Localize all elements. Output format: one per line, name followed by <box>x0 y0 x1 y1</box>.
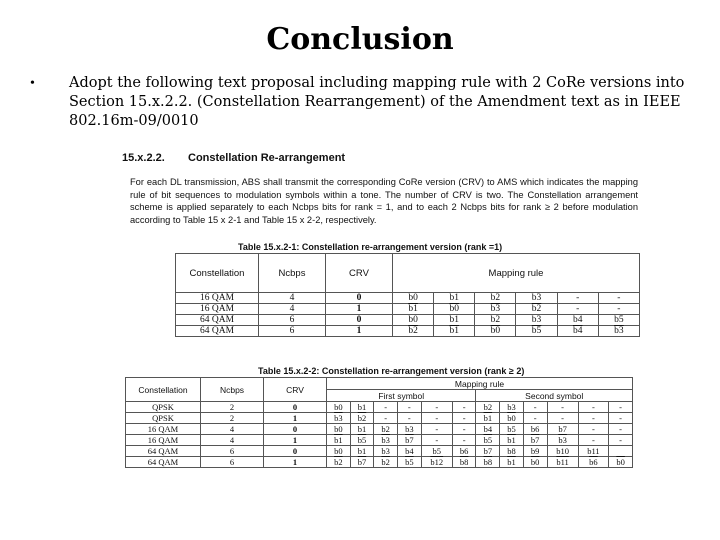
t2-cell-mapping: b0 <box>523 457 547 468</box>
t2-cell-mapping: - <box>609 413 633 424</box>
t2-cell-mapping: - <box>578 402 609 413</box>
t2-header-crv: CRV <box>264 378 327 402</box>
t1-cell-mapping: b0 <box>475 326 516 337</box>
t2-cell-ncbps: 6 <box>201 457 264 468</box>
table2-caption: Table 15.x.2-2: Constellation re-arrangement version (rank ≥ 2) <box>258 366 525 376</box>
table2 <box>125 377 633 468</box>
t1-cell-mapping: b1 <box>434 293 475 304</box>
t2-cell-mapping: b1 <box>350 424 374 435</box>
t2-cell-mapping: b2 <box>374 424 398 435</box>
t2-cell-constellation: 64 QAM <box>126 457 201 468</box>
t1-header-mapping: Mapping rule <box>393 254 640 293</box>
t2-cell-mapping: b3 <box>547 435 578 446</box>
t2-cell-mapping: b5 <box>398 457 422 468</box>
t2-header-constellation: Constellation <box>126 378 201 402</box>
t2-cell-mapping: b5 <box>476 435 500 446</box>
t2-cell-constellation: QPSK <box>126 402 201 413</box>
t2-cell-mapping: b8 <box>476 457 500 468</box>
t2-cell-mapping: - <box>578 413 609 424</box>
t2-cell-mapping: - <box>452 402 476 413</box>
t2-cell-mapping: - <box>398 402 422 413</box>
t1-cell-mapping: b2 <box>393 326 434 337</box>
t1-header-ncbps: Ncbps <box>259 254 326 293</box>
t2-cell-mapping: b4 <box>398 446 422 457</box>
t1-cell-crv: 1 <box>326 304 393 315</box>
section-title: Constellation Re-arrangement <box>188 152 346 164</box>
t2-cell-mapping: b3 <box>374 435 398 446</box>
t2-cell-mapping: b2 <box>327 457 351 468</box>
t1-cell-mapping: b0 <box>393 293 434 304</box>
t2-cell-mapping: - <box>523 413 547 424</box>
t2-cell-ncbps: 2 <box>201 402 264 413</box>
t2-cell-crv: 1 <box>264 457 327 468</box>
t1-cell-mapping: b2 <box>475 293 516 304</box>
t2-cell-constellation: 16 QAM <box>126 424 201 435</box>
t1-cell-mapping: b0 <box>393 315 434 326</box>
document-excerpt <box>120 150 640 500</box>
t2-cell-mapping: - <box>374 413 398 424</box>
t2-header-ncbps: Ncbps <box>201 378 264 402</box>
t1-cell-mapping: b4 <box>557 315 598 326</box>
t2-cell-mapping: b1 <box>350 446 374 457</box>
t2-cell-crv: 1 <box>264 413 327 424</box>
t2-cell-mapping: b1 <box>327 435 351 446</box>
t2-cell-ncbps: 4 <box>201 424 264 435</box>
t2-cell-mapping: b3 <box>398 424 422 435</box>
t2-cell-mapping: b5 <box>421 446 452 457</box>
t2-cell-mapping: - <box>421 424 452 435</box>
t2-cell-mapping: b12 <box>421 457 452 468</box>
t2-cell-mapping: - <box>452 413 476 424</box>
t2-cell-mapping: b6 <box>523 424 547 435</box>
t1-cell-constellation: 64 QAM <box>176 315 259 326</box>
t2-cell-mapping: b0 <box>609 457 633 468</box>
t2-cell-mapping: - <box>452 424 476 435</box>
t2-header-mapping: Mapping rule <box>327 378 633 390</box>
t2-cell-mapping: - <box>547 413 578 424</box>
t2-cell-mapping: b7 <box>476 446 500 457</box>
t2-cell-ncbps: 2 <box>201 413 264 424</box>
t2-cell-mapping: - <box>523 402 547 413</box>
t2-cell-mapping: - <box>452 435 476 446</box>
t1-cell-mapping: b3 <box>598 326 639 337</box>
t2-cell-mapping: b8 <box>500 446 524 457</box>
t2-cell-ncbps: 6 <box>201 446 264 457</box>
t2-cell-crv: 0 <box>264 446 327 457</box>
t2-cell-mapping: - <box>609 435 633 446</box>
t1-cell-crv: 0 <box>326 315 393 326</box>
t1-cell-constellation: 16 QAM <box>176 304 259 315</box>
proposal-paragraph: Adopt the following text proposal including mapping rule with 2 CoRe versions into Section 15.x.2.2. (Constellation Rearrangement) of the Amendment text as in IEEE 802.16m-09/0010 <box>69 75 685 129</box>
t2-cell-mapping: b1 <box>500 457 524 468</box>
t2-cell-mapping: b7 <box>350 457 374 468</box>
t1-cell-constellation: 64 QAM <box>176 326 259 337</box>
t2-cell-mapping: b2 <box>374 457 398 468</box>
t2-cell-mapping: b10 <box>547 446 578 457</box>
t2-cell-mapping: b3 <box>374 446 398 457</box>
t1-cell-mapping: b1 <box>434 326 475 337</box>
section-body: For each DL transmission, ABS shall transmit the corresponding CoRe version (CRV) to AMS which indicates the mapping rule of bit sequences to modulation symbols within a tone. The number of CRV is two. The Constellation arrangement scheme is applied separately to each Ncbps bits for rank = 1, and to each 2 Ncbps bits for rank ≥ 2 before modulation according to Table 15 x 2-1 and Table 15 x 2-2, respectively. <box>130 177 638 225</box>
t2-cell-mapping: b3 <box>500 402 524 413</box>
table1 <box>175 253 640 337</box>
t1-cell-mapping: b3 <box>516 315 557 326</box>
t1-row <box>176 304 640 315</box>
t2-cell-mapping: b0 <box>500 413 524 424</box>
t2-row <box>126 413 633 424</box>
t2-cell-crv: 0 <box>264 402 327 413</box>
t2-cell-mapping: - <box>609 402 633 413</box>
t2-cell-crv: 1 <box>264 435 327 446</box>
t1-cell-ncbps: 4 <box>259 304 326 315</box>
t1-row <box>176 293 640 304</box>
t1-cell-mapping: b1 <box>434 315 475 326</box>
t2-cell-mapping: - <box>421 413 452 424</box>
t2-cell-mapping: b6 <box>452 446 476 457</box>
t2-cell-mapping: b11 <box>578 446 609 457</box>
t2-cell-mapping: b7 <box>398 435 422 446</box>
t2-cell-mapping <box>609 446 633 457</box>
t2-cell-mapping: b1 <box>350 402 374 413</box>
t1-header-constellation: Constellation <box>176 254 259 293</box>
t1-cell-mapping: b2 <box>516 304 557 315</box>
t2-cell-mapping: b8 <box>452 457 476 468</box>
t1-cell-mapping: - <box>557 304 598 315</box>
t2-cell-mapping: - <box>421 402 452 413</box>
t2-cell-mapping: b5 <box>500 424 524 435</box>
t1-header-crv: CRV <box>326 254 393 293</box>
t2-cell-mapping: b7 <box>523 435 547 446</box>
t1-cell-mapping: b3 <box>516 293 557 304</box>
t2-cell-mapping: b0 <box>327 424 351 435</box>
section-number: 15.x.2.2. <box>122 152 165 164</box>
t1-cell-mapping: b4 <box>557 326 598 337</box>
t2-header-first-symbol: First symbol <box>327 390 476 402</box>
t1-row <box>176 315 640 326</box>
t2-cell-mapping: - <box>374 402 398 413</box>
t1-cell-crv: 0 <box>326 293 393 304</box>
t2-cell-mapping: b3 <box>327 413 351 424</box>
t1-cell-mapping: b0 <box>434 304 475 315</box>
t2-cell-ncbps: 4 <box>201 435 264 446</box>
t1-cell-mapping: b3 <box>475 304 516 315</box>
slide-title: Conclusion <box>266 22 454 57</box>
t2-cell-mapping: - <box>421 435 452 446</box>
t1-cell-mapping: - <box>598 304 639 315</box>
t1-cell-mapping: b5 <box>516 326 557 337</box>
t2-cell-constellation: QPSK <box>126 413 201 424</box>
t1-cell-mapping: - <box>598 293 639 304</box>
t2-row <box>126 402 633 413</box>
t1-cell-ncbps: 4 <box>259 293 326 304</box>
t2-cell-constellation: 16 QAM <box>126 435 201 446</box>
t2-cell-mapping: - <box>578 435 609 446</box>
t1-cell-mapping: b5 <box>598 315 639 326</box>
t2-cell-mapping: b6 <box>578 457 609 468</box>
t1-row <box>176 326 640 337</box>
t2-cell-mapping: b0 <box>327 402 351 413</box>
t2-cell-mapping: b1 <box>476 413 500 424</box>
t2-cell-mapping: - <box>578 424 609 435</box>
t2-cell-mapping: b9 <box>523 446 547 457</box>
t2-header-second-symbol: Second symbol <box>476 390 633 402</box>
t2-cell-mapping: - <box>609 424 633 435</box>
t2-cell-mapping: - <box>398 413 422 424</box>
t2-row <box>126 424 633 435</box>
t2-row <box>126 457 633 468</box>
t2-cell-crv: 0 <box>264 424 327 435</box>
t2-cell-mapping: b4 <box>476 424 500 435</box>
t1-cell-mapping: b2 <box>475 315 516 326</box>
t2-cell-constellation: 64 QAM <box>126 446 201 457</box>
t1-cell-ncbps: 6 <box>259 326 326 337</box>
t2-cell-mapping: b2 <box>476 402 500 413</box>
t2-row <box>126 446 633 457</box>
t2-cell-mapping: b7 <box>547 424 578 435</box>
bullet-marker: • <box>30 76 35 91</box>
t2-row <box>126 435 633 446</box>
t1-cell-constellation: 16 QAM <box>176 293 259 304</box>
t2-cell-mapping: b5 <box>350 435 374 446</box>
table1-caption: Table 15.x.2-1: Constellation re-arrangement version (rank =1) <box>238 242 503 252</box>
t1-cell-mapping: b1 <box>393 304 434 315</box>
t2-cell-mapping: b11 <box>547 457 578 468</box>
t2-cell-mapping: b2 <box>350 413 374 424</box>
t1-cell-crv: 1 <box>326 326 393 337</box>
t2-cell-mapping: b1 <box>500 435 524 446</box>
t2-cell-mapping: - <box>547 402 578 413</box>
t2-cell-mapping: b0 <box>327 446 351 457</box>
t1-cell-ncbps: 6 <box>259 315 326 326</box>
t1-cell-mapping: - <box>557 293 598 304</box>
